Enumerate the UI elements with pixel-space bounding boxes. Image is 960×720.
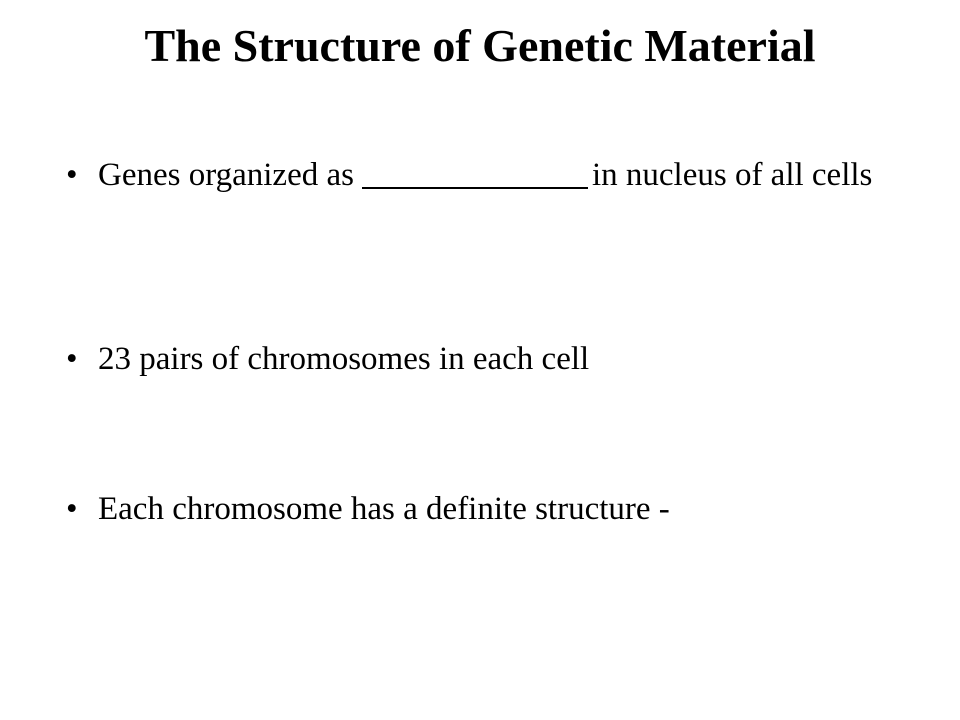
bullet-item-chromosome-pairs [66,338,896,381]
bullet-text-after-blank: in nucleus of all cells [591,157,873,193]
bullet-text-before-blank: Genes organized as [98,157,354,193]
bullet-item-genes-organized [66,154,896,197]
slide-title: The Structure of Genetic Material [144,20,816,71]
bullet-point: • [66,157,78,193]
bullet-point: • [66,491,78,527]
bullet-item-chromosome-structure [66,488,896,531]
bullet-text [98,154,878,197]
bullet-point: • [66,341,78,377]
bullet-text: 23 pairs of chromosomes in each cell [98,341,590,377]
fill-in-blank [362,157,588,189]
bullet-text: Each chromosome has a definite structure - [98,491,670,527]
